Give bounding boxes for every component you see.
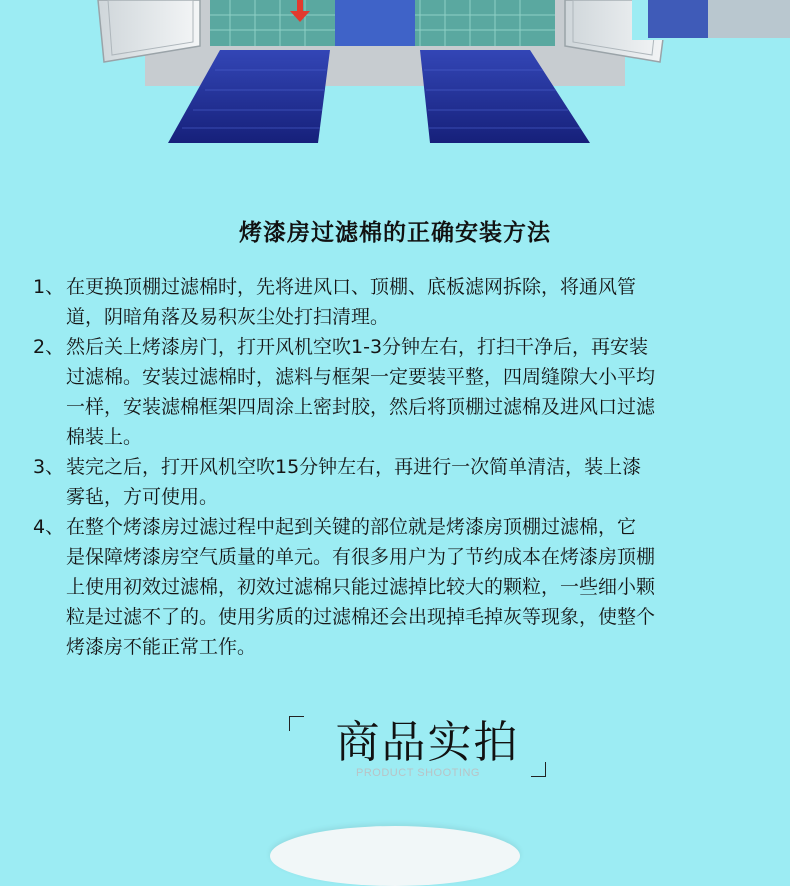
step-line: 上使用初效过滤棉，初效过滤棉只能过滤掉比较大的颗粒，一些细小颗 <box>66 576 656 598</box>
step-number: 4、 <box>33 516 65 538</box>
step-line: 是保障烤漆房空气质量的单元。有很多用户为了节约成本在烤漆房顶棚 <box>66 546 656 568</box>
installation-steps <box>33 272 763 662</box>
step-number: 3、 <box>33 456 65 478</box>
step-item <box>33 512 763 662</box>
step-line: 道，阴暗角落及易积灰尘处打扫清理。 <box>66 306 390 328</box>
step-line: 一样，安装滤棉框架四周涂上密封胶，然后将顶棚过滤棉及进风口过滤 <box>66 396 656 418</box>
step-line: 装完之后，打开风机空吹15分钟左右，再进行一次简单清洁，装上漆 <box>66 456 642 478</box>
page-title: 烤漆房过滤棉的正确安装方法 <box>239 220 551 246</box>
corner-bracket-bottom-right <box>531 762 546 777</box>
step-line: 然后关上烤漆房门，打开风机空吹1-3分钟左右，打扫干净后，再安装 <box>66 336 649 358</box>
spray-booth-image <box>0 0 790 150</box>
step-item <box>33 452 763 512</box>
step-number: 2、 <box>33 336 65 358</box>
step-line: 过滤棉。安装过滤棉时，滤料与框架一定要装平整，四周缝隙大小平均 <box>66 366 656 388</box>
section-title: 商品实拍 <box>335 717 520 768</box>
product-photo-top <box>270 826 520 886</box>
step-line: 在更换顶棚过滤棉时，先将进风口、顶棚、底板滤网拆除，将通风管 <box>66 276 637 298</box>
section-subtitle: PRODUCT SHOOTING <box>356 767 480 779</box>
step-item <box>33 272 763 332</box>
step-item <box>33 332 763 452</box>
step-line: 在整个烤漆房过滤过程中起到关键的部位就是烤漆房顶棚过滤棉，它 <box>66 516 637 538</box>
step-line: 烤漆房不能正常工作。 <box>66 636 257 658</box>
step-line: 棉装上。 <box>66 426 143 448</box>
step-number: 1、 <box>33 276 65 298</box>
step-line: 粒是过滤不了的。使用劣质的过滤棉还会出现掉毛掉灰等现象，使整个 <box>66 606 656 628</box>
step-line: 雾毡，方可使用。 <box>66 486 219 508</box>
